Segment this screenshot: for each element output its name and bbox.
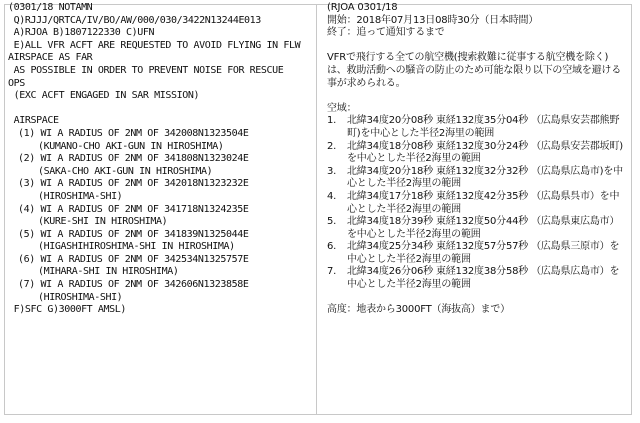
area-item-ja [327,241,627,266]
area-radius-text: WI A RADIUS OF 2NM OF 342008N1323504E [40,127,249,139]
area-number: 5. [327,216,337,228]
area-number: (7) [18,279,35,291]
area-description: 北緯34度17分18秒 東経132度42分35秒 （広島県呉市）を中心とした半径2海里の範囲 [347,190,620,215]
english-notam-column [8,2,308,317]
start-time: 開始：2018年07月13日08時30分（日本時間） [327,14,539,26]
column-divider [316,4,317,415]
area-radius-text: WI A RADIUS OF 2NM OF 341718N1324235E [40,203,249,215]
area-radius-text: WI A RADIUS OF 2NM OF 341839N1325044E [40,228,249,240]
area-item-ja [327,266,627,291]
area-number: 6. [327,241,337,253]
notam-header-line-5: AIRSPACE AS FAR [8,52,93,64]
area-item [8,178,308,203]
area-description: 北緯34度20分08秒 東経132度35分04秒 （広島県安芸郡熊野町)を中心とした半径2海里の範囲 [347,115,620,139]
area-location: (MIHARA-SHI IN HIROSHIMA) [38,266,179,278]
altitude-limits: F)SFC G)3000FT AMSL) [8,304,127,316]
area-radius-text: WI A RADIUS OF 2NM OF 342018N1323232E [40,178,249,190]
area-number: (2) [18,153,35,165]
area-item-ja [327,141,627,166]
area-description: 北緯34度26分06秒 東経132度38分58秒 （広島県広島市）を中心とした半径2海里の範囲 [347,266,620,291]
area-item-ja [327,216,627,241]
area-number: (1) [18,127,35,139]
area-number: 7. [327,266,337,278]
area-description: 北緯34度18分39秒 東経132度50分44秒 （広島県東広島市）を中心とした半径2海里の範囲 [347,216,620,240]
area-description: 北緯34度25分34秒 東経132度57分57秒 （広島県三原市）を中心とした半径2海里の範囲 [347,241,620,265]
area-location: (KURE-SHI IN HIROSHIMA) [38,216,168,228]
area-item-ja [327,191,627,216]
area-location: (KUMANO-CHO AKI-GUN IN HIROSHIMA) [38,140,224,152]
area-location: (HIROSHIMA-SHI) [38,291,123,303]
area-item [8,204,308,229]
area-number: 4. [327,190,337,202]
area-item-ja [327,166,627,191]
notam-header-line-7: OPS [8,77,25,89]
area-number: 3. [327,165,337,177]
area-number: 1. [327,115,337,127]
area-list-ja [327,115,627,291]
area-location: (HIGASHIHIROSHIMA-SHI IN HIROSHIMA) [38,241,235,253]
notam-header-line-1: (0301/18 NOTAMN [8,2,93,13]
notam-header-line-8: (EXC ACFT ENGAGED IN SAR MISSION) [8,90,200,102]
area-radius-text: WI A RADIUS OF 2NM OF 342534N1325757E [40,253,249,265]
area-description: 北緯34度18分08秒 東経132度30分24秒 （広島県安芸郡坂町)を中心とした半径2海里の範囲 [347,140,623,165]
area-list-en [8,128,308,304]
notam-reference: (RJOA 0301/18 [327,2,398,13]
altitude-ja: 高度：地表から3000FT（海抜高）まで） [327,304,510,316]
notam-header-line-2: Q)RJJJ/QRTCA/IV/BO/AW/000/030/3422N13244E013 [8,14,261,26]
airspace-heading-ja: 空域： [327,102,357,114]
area-item-ja [327,115,627,140]
notam-header-line-6: AS POSSIBLE IN ORDER TO PREVENT NOISE FOR RESCUE [8,64,284,76]
notam-header-line-4: E)ALL VFR ACFT ARE REQUESTED TO AVOID FLYING IN FLW [8,39,301,51]
area-description: 北緯34度20分18秒 東経132度32分32秒 （広島県広島市)を中心とした半径2海里の範囲 [347,165,623,190]
area-number: (6) [18,253,35,265]
area-location: (HIROSHIMA-SHI) [38,190,123,202]
end-time: 終了：追って通知するまで [327,27,445,39]
japanese-notam-column [327,2,627,317]
area-number: (3) [18,178,35,190]
area-item [8,254,308,279]
airspace-heading: AIRSPACE [8,115,59,127]
area-item [8,229,308,254]
notam-header-line-3: A)RJOA B)1807122330 C)UFN [8,27,155,39]
area-number: (5) [18,228,35,240]
area-radius-text: WI A RADIUS OF 2NM OF 342606N1323858E [40,279,249,291]
area-item [8,279,308,304]
area-item [8,153,308,178]
notice-body: VFRで飛行する全ての航空機(捜索救難に従事する航空機を除く)は、救助活動への騒音の防止のため可能な限り以下の空域を避ける事が求められる。 [327,52,621,89]
area-number: (4) [18,203,35,215]
area-number: 2. [327,140,337,152]
area-item [8,128,308,153]
area-radius-text: WI A RADIUS OF 2NM OF 341808N1323024E [40,153,249,165]
area-location: (SAKA-CHO AKI-GUN IN HIROSHIMA) [38,165,213,177]
